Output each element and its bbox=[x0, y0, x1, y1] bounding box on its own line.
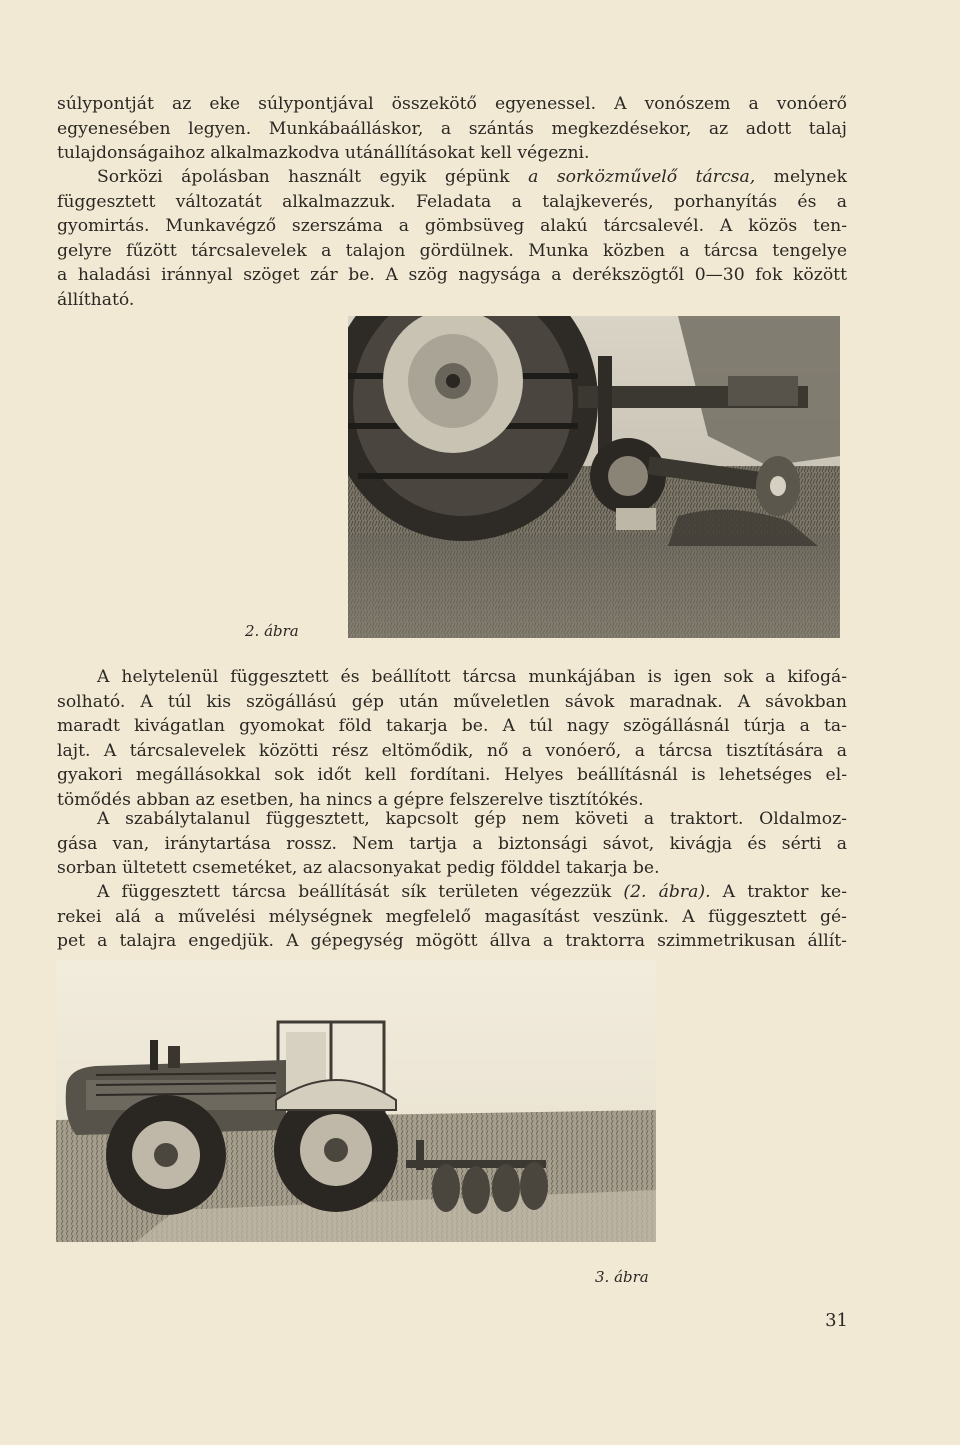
text-run: Sorközi ápolásban használt egyik gépünk bbox=[97, 167, 529, 187]
text-line: a haladási iránnyal szöget zár be. A szög nagysága a derékszögtől 0—30 fok között bbox=[57, 265, 847, 285]
text-line: sorban ültetett csemetéket, az alacsonyakat pedig földdel takarja be. bbox=[57, 858, 660, 878]
text-line: súlypontját az eke súlypontjával összekötő egyenessel. A vonószem a vonóerő bbox=[57, 94, 847, 114]
figure-2-photo bbox=[348, 316, 840, 638]
tractor-with-disc-harrow-image bbox=[56, 960, 656, 1242]
paragraph-2 bbox=[57, 165, 847, 312]
text-line: A szabálytalanul függesztett, kapcsolt gép nem követi a traktort. Oldalmoz- bbox=[97, 809, 847, 829]
emphasis-text: (2. ábra). bbox=[623, 882, 711, 902]
text-line: A helytelenül függesztett és beállított tárcsa munkájában is igen sok a kifogá- bbox=[97, 667, 847, 687]
text-line: pet a talajra engedjük. A gépegység mögött állva a traktorra szimmetrikusan állít- bbox=[57, 931, 847, 951]
text-line: rekei alá a művelési mélységnek megfelelő magasítást veszünk. A függesztett gé- bbox=[57, 906, 847, 927]
text-run: A függesztett tárcsa beállítását sík területen végezzük bbox=[97, 882, 624, 902]
text-line bbox=[57, 165, 847, 190]
figure-3-caption: 3. ábra bbox=[595, 1268, 649, 1286]
text-line: tömődés abban az esetben, ha nincs a gépre felszerelve tisztítókés. bbox=[57, 789, 644, 810]
text-line: függesztett változatát alkalmazzuk. Feladata a talajkeverés, porhanyítás és a bbox=[57, 191, 847, 212]
text-line: solható. A túl kis szögállású gép után műveletlen sávok maradnak. A sávokban bbox=[57, 691, 847, 712]
text-line: állítható. bbox=[57, 289, 135, 310]
paragraph-5 bbox=[57, 880, 847, 954]
figure-3-photo bbox=[56, 960, 656, 1242]
paragraph-3 bbox=[57, 665, 847, 812]
text-line bbox=[57, 880, 847, 905]
emphasis-text: a sorközművelő tárcsa, bbox=[528, 167, 756, 187]
tractor-disc-harrow-closeup-image bbox=[348, 316, 840, 638]
figure-2-caption: 2. ábra bbox=[245, 622, 299, 640]
text-line: egyenesében legyen. Munkábaálláskor, a szántás megkezdésekor, az adott talaj bbox=[57, 118, 847, 139]
text-line: tulajdonságaihoz alkalmazkodva utánállításokat kell végezni. bbox=[57, 143, 590, 163]
text-line: maradt kivágatlan gyomokat föld takarja be. A túl nagy szögállásnál túrja a ta- bbox=[57, 716, 847, 736]
text-line: lajt. A tárcsalevelek közötti rész eltömődik, nő a vonóerő, a tárcsa tisztítására a bbox=[57, 740, 847, 761]
text-line: gyomirtás. Munkavégző szerszáma a gömbsüveg alakú tárcsalevél. A közös ten- bbox=[57, 216, 847, 236]
text-run: melynek bbox=[755, 167, 848, 187]
paragraph-1 bbox=[57, 92, 847, 166]
page-number: 31 bbox=[825, 1310, 848, 1331]
text-line: gyakori megállásokkal sok időt kell fordítani. Helyes beállításnál is lehetséges el- bbox=[57, 765, 847, 785]
paragraph-4 bbox=[57, 807, 847, 881]
text-line: gása van, iránytartása rossz. Nem tartja a biztonsági sávot, kivágja és sérti a bbox=[57, 833, 847, 854]
text-run: A traktor ke- bbox=[710, 882, 847, 902]
text-line: gelyre fűzött tárcsalevelek a talajon gördülnek. Munka közben a tárcsa tengelye bbox=[57, 240, 847, 261]
